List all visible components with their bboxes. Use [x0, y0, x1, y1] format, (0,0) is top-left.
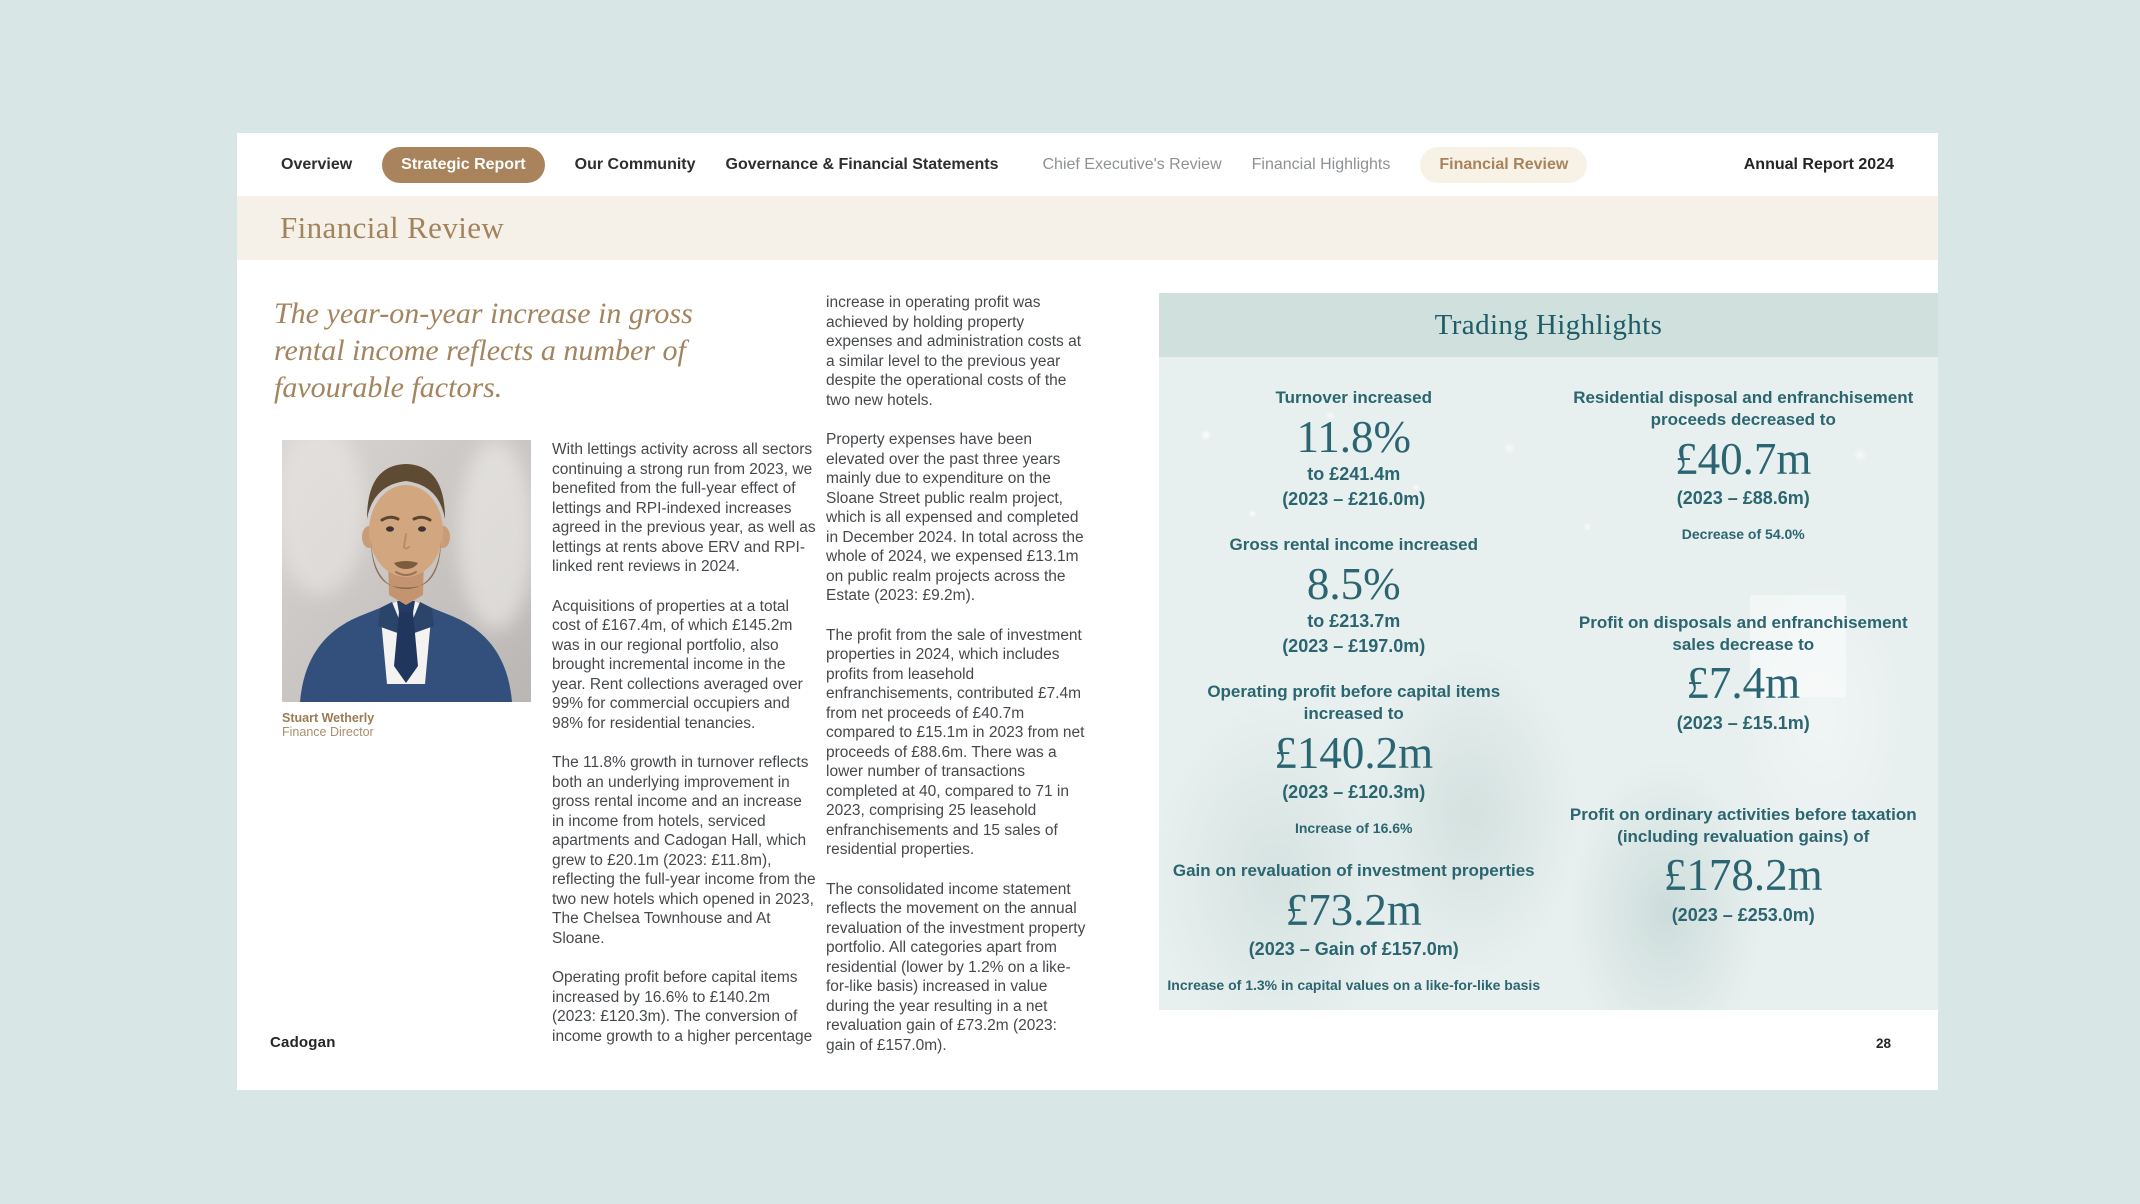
article-paragraph: Property expenses have been elevated over the past three years mainly due to expenditure on the Sloane Street public realm project, which is all expensed and completed in December 2024. In total across the whole of 2024, we expensed £13.1m on public realm projects across the Estate (2023: £9.2m). [826, 431, 1084, 604]
article-paragraph: The consolidated income statement reflects the movement on the annual revaluation of the investment property portfolio. All categories apart from residential (lower by 1.2% on a like-for-like basis) increased in value during the year resulting in a net revaluation gain of £73.2m (2023: gain of £157.0m). [826, 880, 1086, 1054]
stat-label: Gain on revaluation of investment properties [1172, 861, 1535, 881]
trading-highlights-body [1159, 357, 1938, 1010]
portrait-photo [282, 440, 531, 702]
highlights-column-right [1549, 387, 1939, 1010]
stat-label: Turnover increased [1275, 388, 1433, 407]
stat-label: Residential disposal and enfranchisement proceeds decreased to [1573, 388, 1914, 429]
stat-prior-year: (2023 – £15.1m) [1676, 712, 1810, 733]
nav-item-strategic-report[interactable]: Strategic Report [382, 147, 544, 183]
stat-item [1557, 612, 1929, 734]
article-column-1 [552, 440, 818, 1066]
top-navigation [237, 133, 1938, 196]
stat-subvalue: to £241.4m [1307, 464, 1401, 485]
nav-item-chief-executives-review[interactable]: Chief Executive's Review [1042, 155, 1222, 173]
stat-label: Operating profit before capital items increased to [1207, 682, 1501, 724]
article-paragraph: Acquisitions of properties at a total cost of £167.4m, of which £145.2m was in our regional portfolio, also brought incremental income in the year. Rent collections averaged over 99% for commercial occupiers and 98% for residential tenancies. [552, 597, 803, 732]
nav-item-financial-review[interactable]: Financial Review [1420, 147, 1587, 183]
article-column-2 [826, 293, 1086, 1075]
stat-prior-year: (2023 – £88.6m) [1676, 487, 1810, 508]
report-page [237, 133, 1938, 1090]
article-paragraph: With lettings activity across all sectors continuing a strong run from 2023, we benefited from the full-year effect of lettings and RPI-indexed increases agreed in the previous year, as well as lettings at rents above ERV and RPI-linked rent reviews in 2024. [552, 441, 816, 575]
annual-report-label: Annual Report 2024 [1743, 155, 1894, 173]
stat-subvalue: to £213.7m [1307, 611, 1401, 632]
stat-value: £40.7m [1675, 433, 1812, 484]
stat-note: Increase of 16.6% [1294, 820, 1413, 837]
stat-item [1275, 387, 1432, 510]
article-headline: The year-on-year increase in gross rental income reflects a number of favourable factors. [274, 297, 693, 404]
stat-value: £7.4m [1686, 658, 1801, 709]
portrait-role: Finance Director [282, 725, 374, 739]
stat-value: £140.2m [1274, 727, 1434, 778]
stat-label: Gross rental income increased [1229, 535, 1478, 555]
article-paragraph: Operating profit before capital items increased by 16.6% to £140.2m (2023: £120.3m). The conversion of income growth to a higher percentage [552, 969, 813, 1045]
stat-prior-year: (2023 – £197.0m) [1282, 636, 1426, 657]
footer-brand: Cadogan [270, 1034, 336, 1051]
portrait-name: Stuart Wetherly [282, 711, 375, 725]
stat-item [1230, 534, 1479, 657]
footer-page-number: 28 [1875, 1036, 1891, 1051]
section-banner [237, 196, 1938, 260]
article-paragraph: The 11.8% growth in turnover reflects both an underlying improvement in gross rental income and an increase in income from hotels, serviced apartments and Cadogan Hall, which grew to £20.1m (2023: £11.8m), reflecting the full-year income from the two new hotels which opened in 2023, The Chelsea Townhouse and At Sloane. [552, 754, 816, 947]
nav-item-our-community[interactable]: Our Community [574, 155, 696, 173]
stat-item [1557, 387, 1929, 542]
finance-director-portrait [282, 440, 531, 739]
stat-prior-year: (2023 – £253.0m) [1671, 904, 1815, 925]
page-title: Financial Review [280, 210, 505, 245]
stat-prior-year: (2023 – £216.0m) [1282, 489, 1426, 510]
stat-value: 8.5% [1306, 558, 1401, 609]
nav-item-overview[interactable]: Overview [281, 155, 353, 173]
nav-item-financial-highlights[interactable]: Financial Highlights [1251, 155, 1391, 173]
trading-highlights-panel [1159, 293, 1938, 1010]
article-paragraph: increase in operating profit was achieved by holding property expenses and administration costs at a similar level to the previous year despite the operational costs of the two new hotels. [826, 294, 1082, 409]
stat-label: Profit on ordinary activities before taxation (including revaluation gains) of [1569, 804, 1917, 846]
stat-label: Profit on disposals and enfranchisement sales decrease to [1578, 612, 1908, 654]
highlights-column-left [1159, 387, 1549, 1010]
stat-item [1557, 804, 1929, 926]
stat-value: £178.2m [1663, 850, 1823, 901]
trading-highlights-title: Trading Highlights [1434, 308, 1663, 341]
stat-prior-year: (2023 – £120.3m) [1282, 782, 1426, 803]
stat-note: Increase of 1.3% in capital values on a like-for-like basis [1167, 977, 1541, 994]
article-paragraph: The profit from the sale of investment properties in 2024, which includes profits from leasehold enfranchisements, contributed £7.4m from net proceeds of £40.7m compared to £15.1m in 2023 from net proceeds of £88.6m. There was a lower number of transactions completed at 40, compared to 71 in 2023, comprising 25 leasehold enfranchisements and 15 sales of residential properties. [826, 626, 1085, 858]
stat-item [1168, 681, 1540, 836]
stat-note: Decrease of 54.0% [1681, 525, 1805, 542]
stat-prior-year: (2023 – Gain of £157.0m) [1248, 939, 1459, 960]
stat-value: 11.8% [1296, 411, 1412, 462]
stat-item [1167, 860, 1540, 993]
trading-highlights-header [1159, 293, 1938, 357]
stat-value: £73.2m [1285, 884, 1422, 935]
nav-item-governance-financial-statements[interactable]: Governance & Financial Statements [725, 155, 999, 173]
